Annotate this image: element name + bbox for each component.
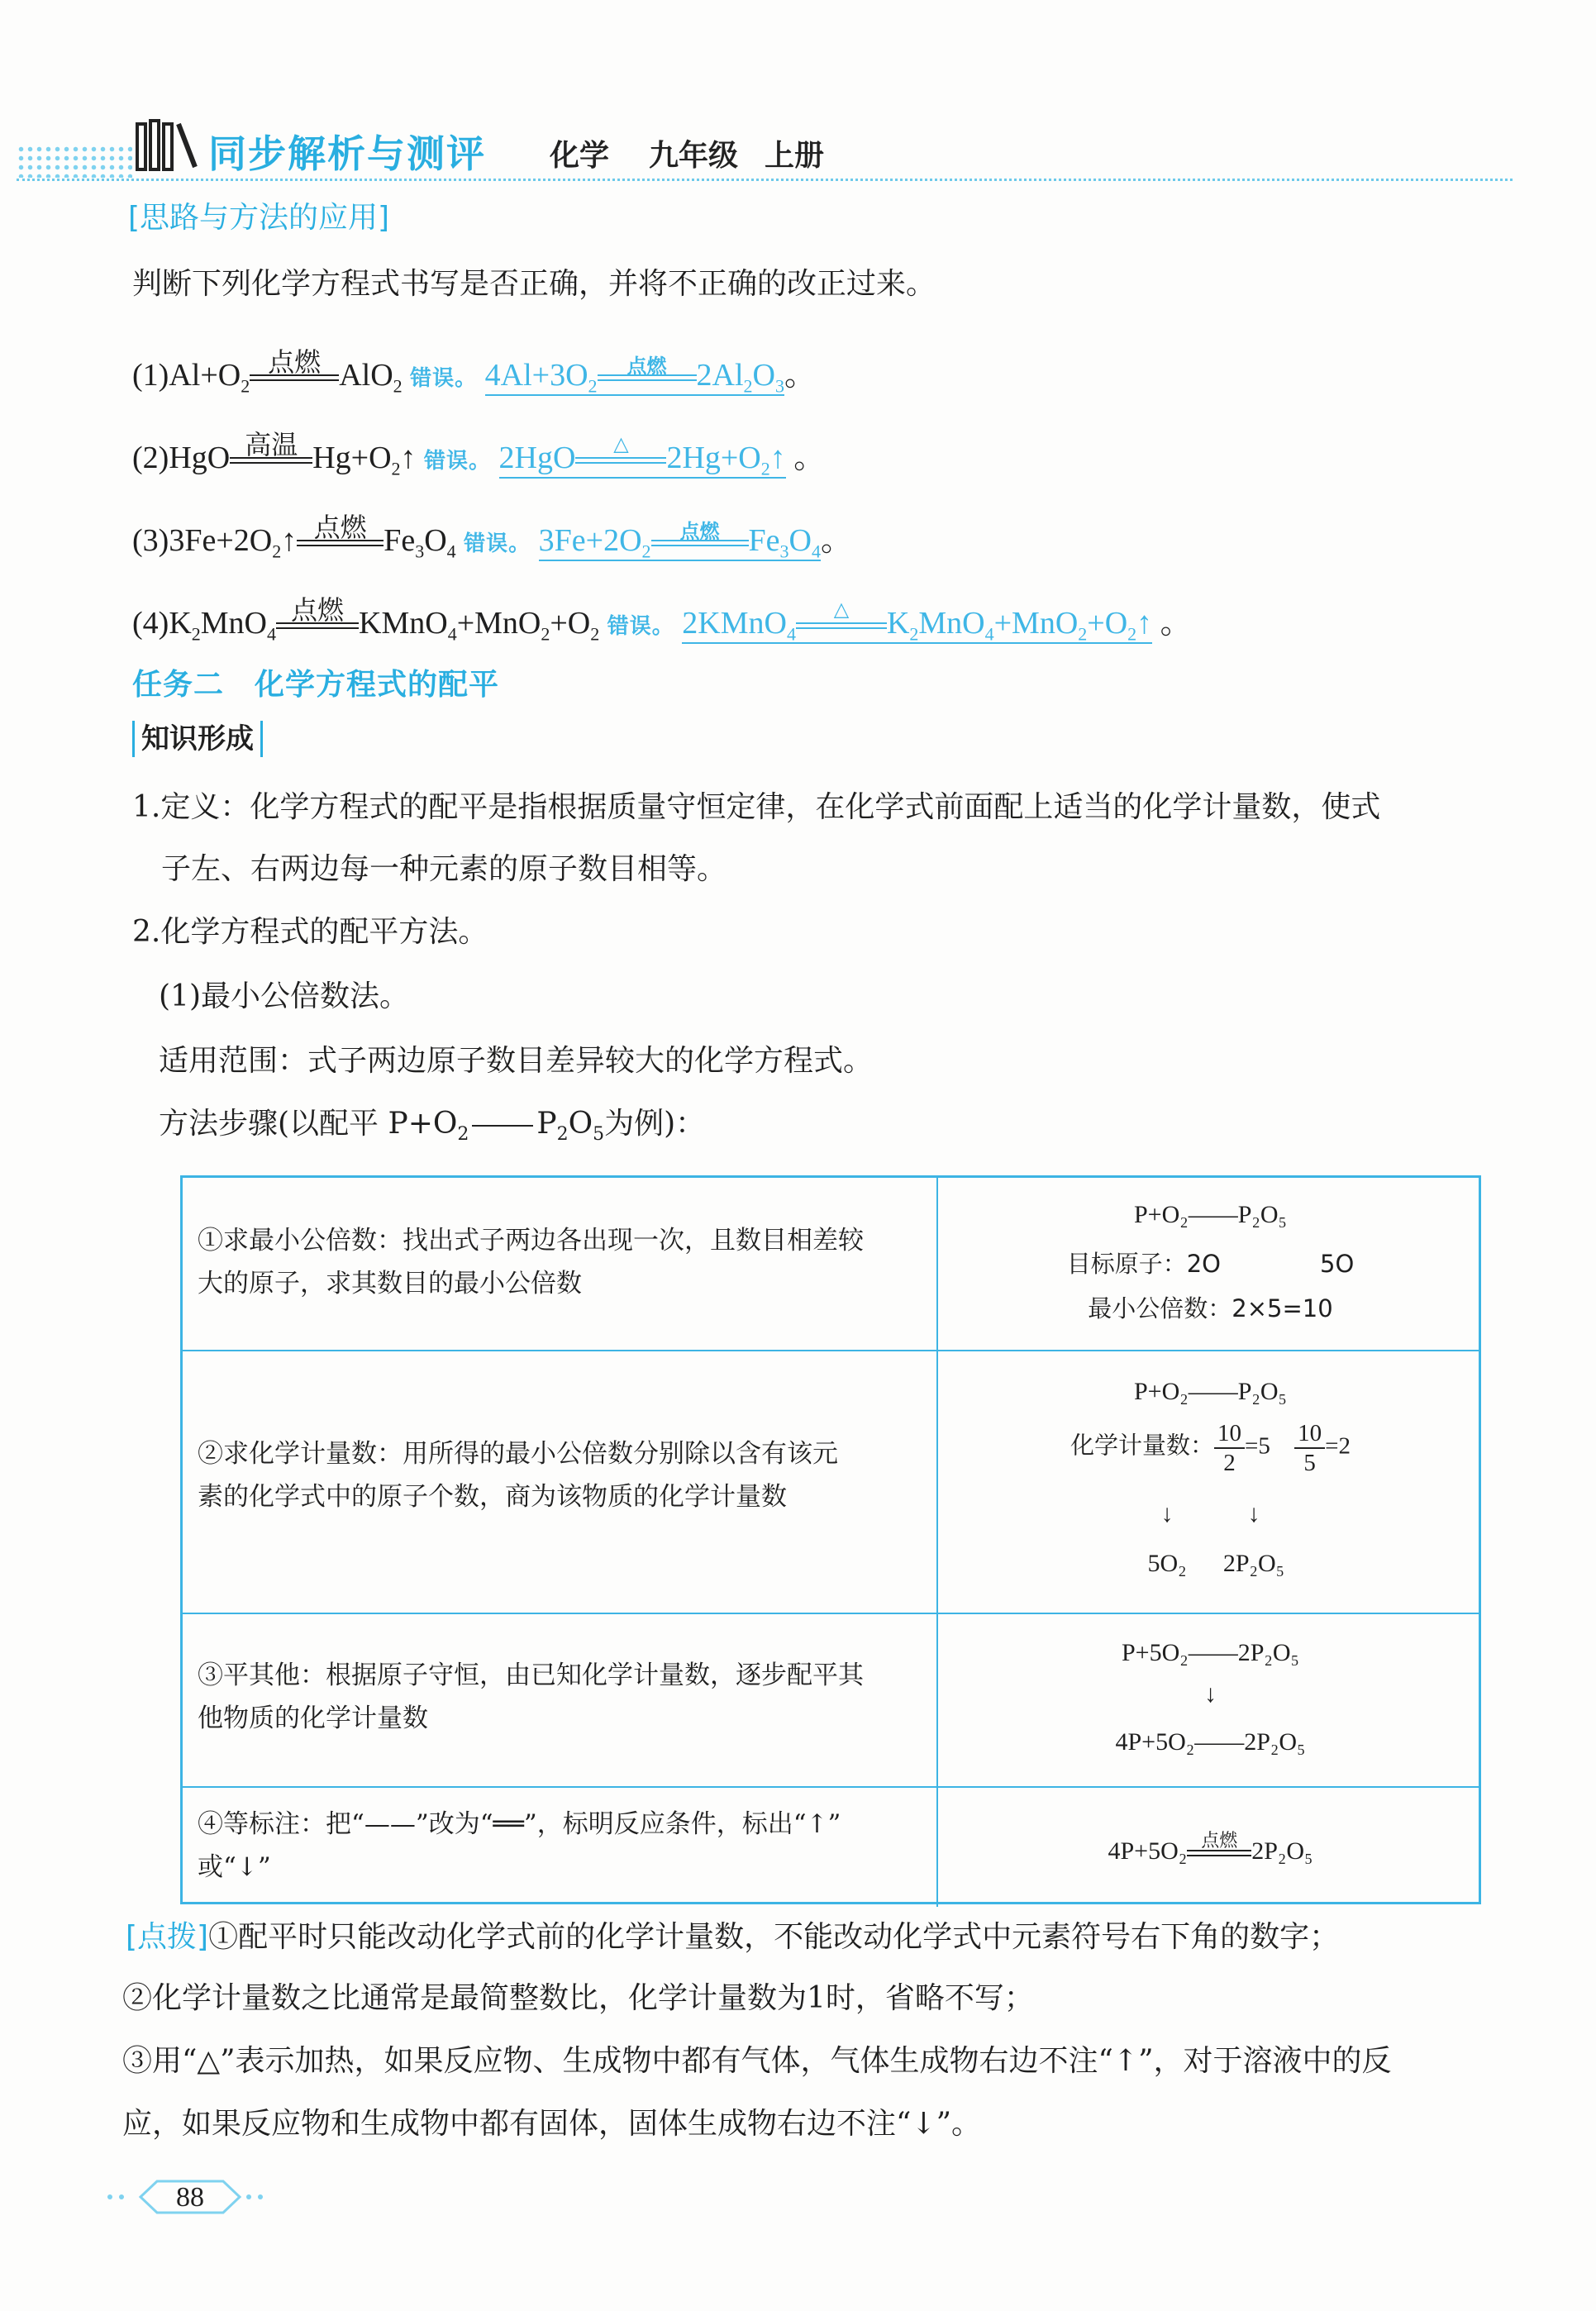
- coefficient-results: 5O₂ 2P₂O₅: [1147, 1550, 1285, 1577]
- target-atoms: 目标原子：2O 5O: [1066, 1250, 1355, 1278]
- tip-2: ②化学计量数之比通常是最简整数比，化学计量数为1时，省略不写；: [122, 1981, 1034, 2015]
- method-1-title: (1)最小公倍数法。: [159, 979, 409, 1013]
- equation-item-1: $(1)Al+O_2$ 点燃 AlO$_2$ 错误。 $4Al+3O_2$ 点燃 $2Al_2O_3$。: [132, 346, 816, 397]
- steps-intro: 方法步骤(以配平 $P+O_2$ $P_2O_5$为例)：: [159, 1107, 706, 1146]
- table-cell-equation: P+5O₂——2P₂O₅: [1122, 1639, 1299, 1666]
- equation-item-3: $(3)3Fe+2O_2↑$ 点燃 $Fe_3O_4$ 错误。 $3Fe+2O_2$ 点燃 $Fe_3O_4$。: [132, 512, 852, 562]
- down-arrows: ↓ ↓: [1160, 1500, 1260, 1527]
- series-title: 同步解析与测评: [208, 131, 486, 176]
- subject: 化学: [550, 139, 610, 173]
- method-steps-table: [180, 1175, 1481, 1904]
- coefficient-calc: 化学计量数： $\frac{10}{2}$ =5 $\frac{10}{5}$ =2: [1070, 1420, 1351, 1476]
- verdict-3: 错误。: [464, 531, 531, 556]
- correction-3: $3Fe+2O_2$ 点燃 $Fe_3O_4$: [538, 520, 821, 562]
- equation-item-2: (2)HgO 高温 $Hg+O_2↑$ 错误。 2HgO △ $2Hg+O_2↑$ 。: [132, 429, 826, 479]
- header-dot-pattern: [17, 145, 132, 178]
- tip-3-line-1: ③用“△”表示加热，如果反应物、生成物中都有气体，气体生成物右边不注“↑”，对于溶液中的反: [122, 2044, 1392, 2078]
- application-heading: [思路与方法的应用]: [128, 201, 390, 235]
- knowledge-heading: 知识形成: [132, 721, 263, 757]
- table-cell-equation: 4P+5O₂——2P₂O₅: [1115, 1728, 1306, 1756]
- table-row: ④等标注：把“——”改为“══”，标明反应条件，标出“↑” 或“↓” 4P+5O₂ 点燃 2P₂O₅: [183, 1788, 1479, 1907]
- volume: 上册: [765, 139, 825, 173]
- table-cell-equation: P+O₂——P₂O₅: [1134, 1378, 1287, 1405]
- equation-item-4: $(4)K_2MnO_4$ 点燃 $KMnO_4+MnO_2+O_2$ 错误。 2KMnO$_4$ △ $K_2MnO_4+MnO_2+O_2↑$ 。: [132, 594, 1192, 645]
- table-row: ①求最小公倍数：找出式子两边各出现一次，且数目相差较 大的原子，求其数目的最小公倍数 P+O₂——P₂O₅ 目标原子：2O 5O 最小公倍数：2×5=10: [183, 1178, 1479, 1351]
- tip-1: [点拨]①配平时只能改动化学式前的化学计量数，不能改动化学式中元素符号右下角的数字；: [126, 1920, 1340, 1954]
- definition-line-1: 1.定义：化学方程式的配平是指根据质量守恒定律，在化学式前面配上适当的化学计量数，使式: [132, 790, 1381, 824]
- correction-1: $4Al+3O_2$ 点燃 $2Al_2O_3$: [484, 355, 784, 397]
- balanced-equation: 4P+5O₂ 点燃 2P₂O₅: [1108, 1831, 1313, 1865]
- application-instruction: 判断下列化学方程式书写是否正确，并将不正确的改正过来。: [132, 267, 936, 301]
- methods-title: 2.化学方程式的配平方法。: [132, 915, 488, 949]
- tip-label: [点拨]: [126, 1920, 209, 1954]
- tip-3-line-2: 应，如果反应物和生成物中都有固体，固体生成物右边不注“↓”。: [122, 2107, 981, 2141]
- task2-title: 任务二 化学方程式的配平: [132, 668, 500, 702]
- grade: 九年级: [649, 139, 739, 173]
- header-divider: [17, 179, 1513, 181]
- table-row: ②求化学计量数：用所得的最小公倍数分别除以含有该元 素的化学式中的原子个数，商为该物质的化学计量数 P+O₂——P₂O₅ 化学计量数： $\frac{10}{2}$ =5 $\frac{10}{5}$ =2 ↓ ↓ 5O₂ 2P₂O₅: [183, 1351, 1479, 1614]
- verdict-2: 错误。: [424, 449, 492, 474]
- table-cell-equation: P+O₂——P₂O₅: [1134, 1201, 1287, 1228]
- verdict-1: 错误。: [410, 366, 478, 391]
- correction-4: 2KMnO$_4$ △ $K_2MnO_4+MnO_2+O_2↑$: [682, 598, 1153, 645]
- books-icon: [132, 116, 202, 174]
- lcm-value: 最小公倍数：2×5=10: [1088, 1294, 1333, 1322]
- page-number: 88: [176, 2182, 204, 2213]
- definition-line-2: 子左、右两边每一种元素的原子数目相等。: [161, 852, 727, 886]
- table-row: ③平其他：根据原子守恒，由已知化学计量数，逐步配平其 他物质的化学计量数 P+5O₂——2P₂O₅ ↓ 4P+5O₂——2P₂O₅: [183, 1614, 1479, 1788]
- scope-text: 适用范围：式子两边原子数目差异较大的化学方程式。: [159, 1044, 874, 1078]
- verdict-4: 错误。: [607, 614, 674, 639]
- down-arrow: ↓: [1204, 1680, 1217, 1708]
- correction-2: 2HgO △ $2Hg+O_2↑$: [498, 432, 786, 479]
